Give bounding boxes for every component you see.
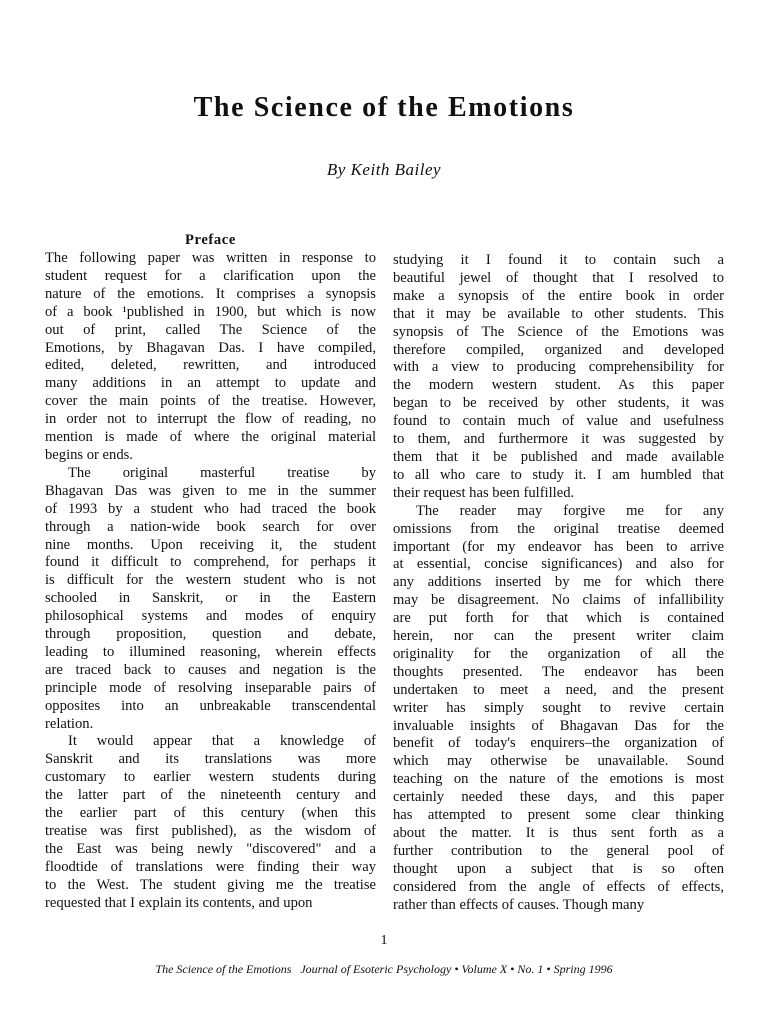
text-line: beautiful jewel of thought that I resolved to (393, 269, 724, 286)
author-byline: By Keith Bailey (326, 160, 442, 179)
page-footer: The Science of the Emotions Journal of Esoteric Psychology • Volume X • No. 1 • Spring 1996 (155, 962, 613, 976)
text-line: teaching on the nature of the emotions is most (393, 771, 724, 788)
text-line: further contribution to the general pool of (393, 842, 724, 859)
text-line: found it difficult to comprehend, for perhaps it (45, 554, 376, 571)
text-line: nature of the emotions. It comprises a synopsis (45, 285, 376, 302)
text-line: principle mode of resolving inseparable pairs of (45, 679, 376, 696)
text-line: nine months. Upon receiving it, the student (45, 536, 376, 553)
paragraph (45, 250, 376, 465)
document-title: The Science of the Emotions (193, 92, 575, 123)
text-line: The original masterful treatise by (68, 464, 376, 481)
text-line: about the matter. It is thus sent forth as a (393, 825, 724, 841)
text-line: are put forth for that which is contained (393, 610, 724, 627)
text-line: mention is made of where the original material (45, 429, 376, 446)
text-line: student request for a clarification upon the (45, 267, 376, 284)
text-line: certainly needed these days, and this paper (393, 789, 724, 806)
text-line: relation. (45, 715, 94, 732)
text-line: may be disagreement. No claims of infallibility (393, 592, 724, 609)
text-line: customary to earlier western students during (45, 769, 376, 786)
text-line: thought upon a subject that is so often (393, 860, 724, 877)
text-line: treatise was first published), as the wisdom of (45, 823, 376, 839)
text-line: to them, and furthermore it was suggested by (393, 431, 724, 448)
text-line: therefore compiled, organized and developed (393, 341, 724, 358)
text-line: found to contain much of value and usefulness (393, 413, 724, 430)
text-line: writer has simply sought to revive certain (393, 699, 724, 716)
text-line: invaluable insights of Bhagavan Das for the (393, 717, 724, 734)
text-line: any additions inserted by me for which there (393, 574, 724, 591)
text-line: edited, deleted, rewritten, and introduced (45, 357, 376, 374)
text-line: rather than effects of causes. Though many (393, 896, 645, 913)
text-line: The following paper was written in response to (45, 250, 376, 266)
page-number: 1 (380, 933, 388, 948)
left-text-column (45, 250, 376, 913)
text-line: originality for the organization of all the (393, 645, 724, 662)
text-line: the modern western student. As this paper (393, 377, 724, 394)
text-line: through proposition, question and debate, (45, 626, 376, 643)
text-line: herein, nor can the present writer claim (393, 628, 724, 645)
text-line: make a synopsis of the entire book in order (393, 287, 724, 304)
paragraph (45, 733, 376, 912)
text-line: requested that I explain its contents, and upon (45, 894, 313, 911)
text-line: opposites into an unbreakable transcendental (45, 697, 376, 714)
text-line: studying it I found it to contain such a (393, 252, 724, 268)
text-line: floodtide of translations were finding their way (45, 858, 376, 875)
text-line: of 1993 by a student who had traced the book (45, 500, 376, 517)
paragraph (393, 503, 724, 915)
text-line: began to be received by other students, it was (393, 395, 724, 412)
text-line: The reader may forgive me for any (416, 502, 724, 519)
text-line: that it may be available to other students. This (393, 305, 724, 322)
text-line: Emotions, by Bhagavan Das. I have compiled, (45, 339, 376, 356)
text-line: schooled in Sanskrit, or in the Eastern (45, 590, 376, 607)
text-line: is difficult for the western student who is not (45, 572, 376, 589)
text-line: thoughts presented. The endeavor has been (393, 663, 724, 680)
text-line: the latter part of the nineteenth century and (45, 787, 376, 804)
text-line: out of print, called The Science of the (45, 321, 376, 338)
text-line: important (for my endeavor has been to arrive (393, 538, 724, 555)
text-line: philosophical systems and modes of enquiry (45, 608, 376, 625)
text-line: considered from the angle of effects of effects, (393, 878, 724, 895)
paragraph (45, 465, 376, 734)
paragraph (393, 252, 724, 503)
text-line: synopsis of The Science of the Emotions was (393, 323, 724, 340)
text-line: cover the main points of the treatise. However, (45, 393, 376, 410)
text-line: in order not to interrupt the flow of reading, no (45, 411, 376, 428)
text-line: to all who care to study it. I am humbled that (393, 466, 724, 483)
text-line: them that it be published and made available (393, 448, 724, 465)
text-line: has attempted to present some clear thinking (393, 807, 724, 824)
text-line: begins or ends. (45, 446, 133, 463)
text-line: Bhagavan Das was given to me in the summer (45, 482, 376, 499)
section-heading-preface: Preface (185, 232, 236, 248)
text-line: the earlier part of this century (when this (45, 805, 376, 822)
text-line: at essential, concise significances) and also for (393, 556, 724, 573)
text-line: through a nation-wide book search for over (45, 518, 376, 535)
text-line: many additions in an attempt to update and (45, 375, 376, 392)
text-line: which may otherwise be unavailable. Sound (393, 753, 724, 770)
text-line: their request has been fulfilled. (393, 484, 575, 501)
text-line: omissions from the original treatise deemed (393, 520, 724, 537)
text-line: with a view to producing comprehensibility for (393, 359, 724, 376)
text-line: of a book ¹published in 1900, but which is now (45, 303, 376, 320)
text-line: leading to illumined reasoning, wherein effects (45, 643, 376, 660)
text-line: undertaken to meet a need, and the present (393, 681, 724, 698)
text-line: are traced back to causes and negation is the (45, 661, 376, 678)
text-line: It would appear that a knowledge of (68, 733, 376, 750)
text-line: Sanskrit and its translations was more (45, 751, 376, 768)
text-line: benefit of today's enquirers–the organization of (393, 735, 724, 752)
text-line: the East was being newly "discovered" and a (45, 840, 376, 857)
right-text-column (393, 252, 724, 915)
text-line: to the West. The student giving me the treatise (45, 876, 376, 893)
